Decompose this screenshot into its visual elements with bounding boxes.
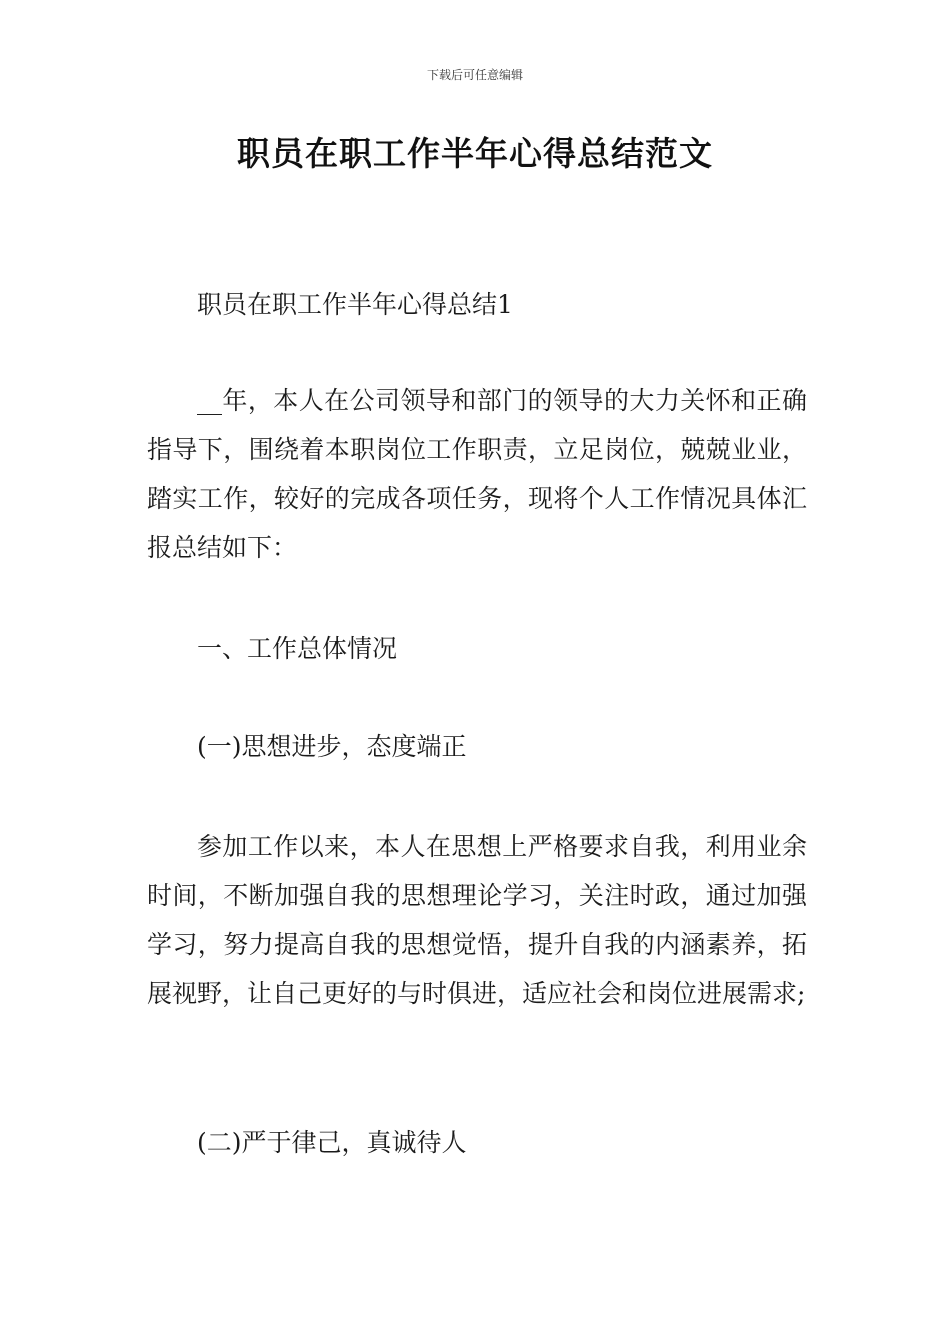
header-note: 下载后可任意编辑 bbox=[426, 68, 523, 82]
body-paragraph: 参加工作以来，本人在思想上严格要求自我，利用业余时间，不断加强自我的思想理论学习，关注时政，通过加强学习，努力提高自我的思想觉悟，提升自我的内涵素养，拓展视野，让自己更好的与时俱进，适应社会和岗位进展需求; bbox=[147, 832, 807, 1008]
subsection-heading: (一)思想进步，态度端正 bbox=[197, 732, 467, 761]
section-heading: 一、工作总体情况 bbox=[197, 634, 398, 663]
section-heading: 职员在职工作半年心得总结1 bbox=[197, 290, 513, 319]
body-paragraph: __年，本人在公司领导和部门的领导的大力关怀和正确指导下，围绕着本职岗位工作职责，立足岗位，兢兢业业，踏实工作，较好的完成各项任务，现将个人工作情况具体汇报总结如下： bbox=[147, 386, 807, 562]
subsection-heading: (二)严于律己，真诚待人 bbox=[197, 1128, 467, 1157]
document-title: 职员在职工作半年心得总结范文 bbox=[237, 134, 713, 173]
